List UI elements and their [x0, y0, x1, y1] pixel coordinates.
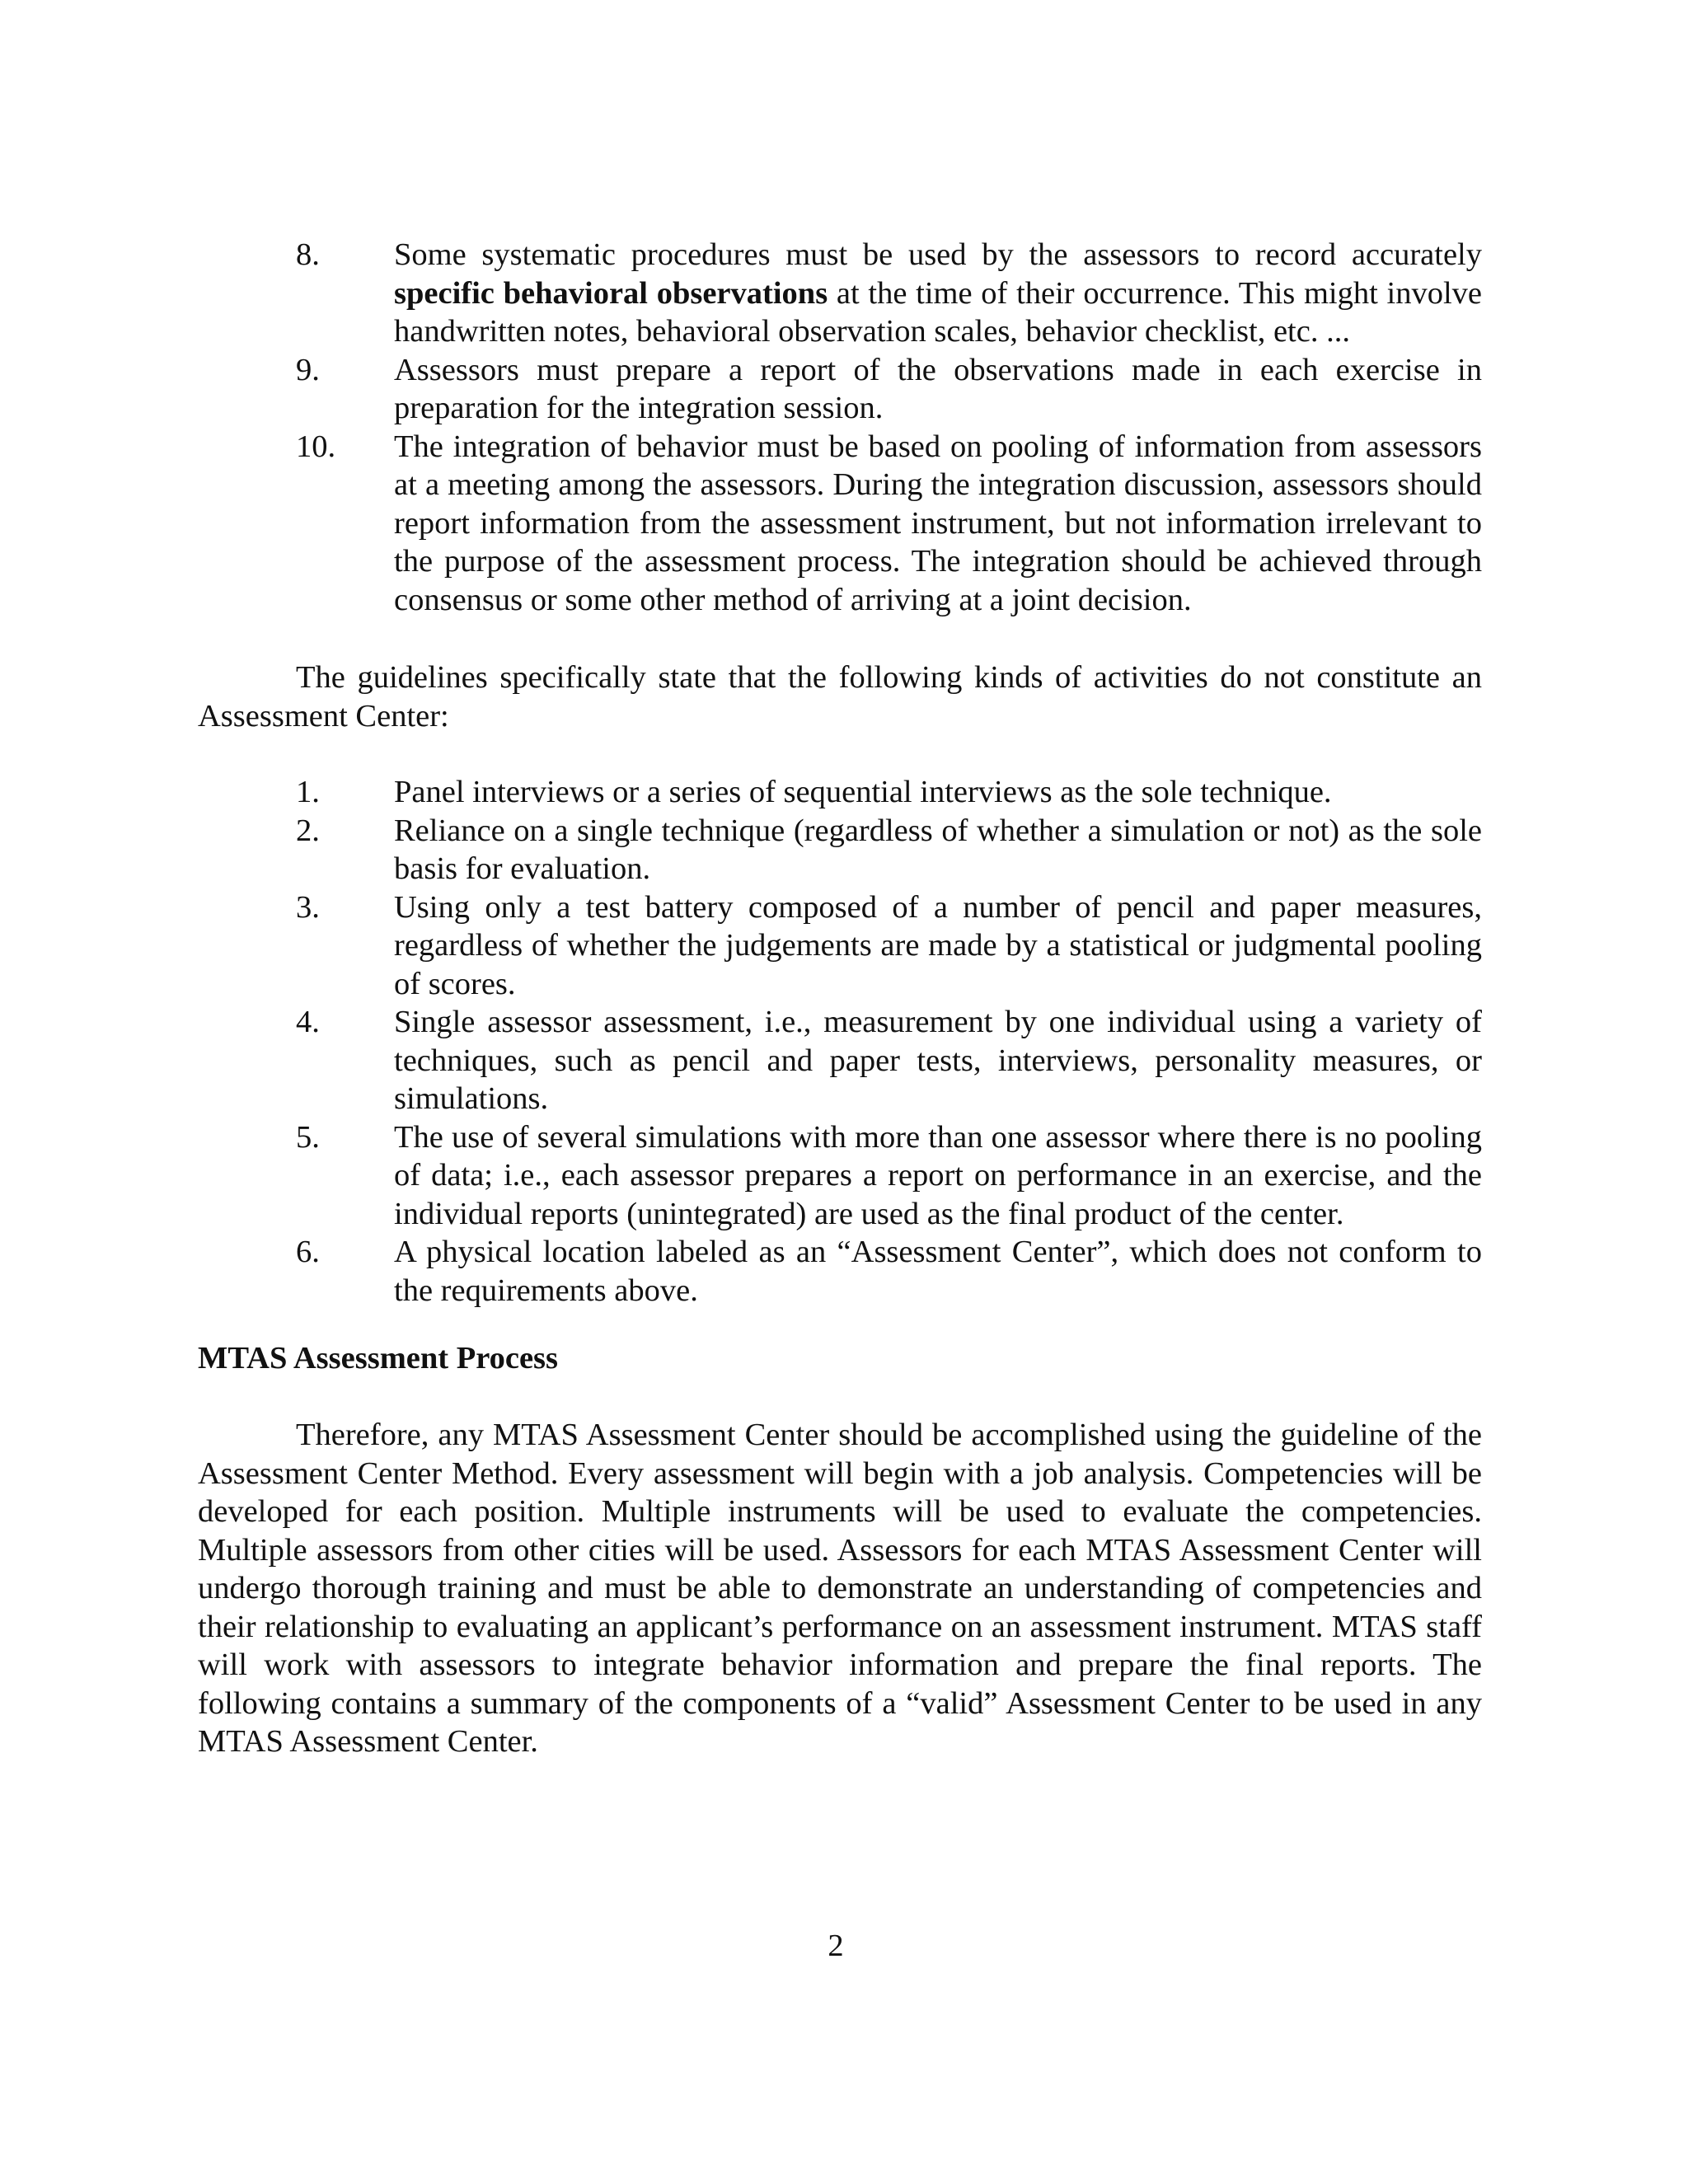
list-item	[0, 351, 1688, 428]
list-item-text: Single assessor assessment, i.e., measurement by one individual using a variety of techniques, such as pencil and paper tests, interviews, personality measures, or simulations.	[394, 1005, 1482, 1116]
list-item-number: 4.	[296, 1005, 320, 1039]
list-item	[0, 812, 1688, 888]
list-item	[0, 428, 1688, 620]
list-item	[0, 1233, 1688, 1310]
list-item-text: Assessors must prepare a report of the observations made in each exercise in preparation for the integration session.	[394, 352, 1482, 425]
list-item-number: 10.	[296, 429, 336, 464]
requirements-list	[0, 236, 1688, 619]
section-paragraph: Therefore, any MTAS Assessment Center should be accomplished using the guideline of the Assessment Center Method. Every assessment will begin with a job analysis. Competencies will be developed for each position. Multiple instruments will be used to evaluate the competencies. Multiple assessors from other cities will be used. Assessors for each MTAS Assessment Center will undergo thorough training and must be able to demonstrate an understanding of competencies and their relationship to evaluating an applicant’s performance on an assessment instrument. MTAS staff will work with assessors to integrate behavior information and prepare the final reports. The following contains a summary of the components of a “valid” Assessment Center to be used in any MTAS Assessment Center.	[198, 1418, 1482, 1759]
list-item-number: 5.	[296, 1119, 320, 1155]
list-item-text: Using only a test battery composed of a number of pencil and paper measures, regardless of whether the judgements are made by a statistical or judgmental pooling of scores.	[394, 889, 1482, 1001]
list-item-text: The integration of behavior must be based on pooling of information from assessors at a meeting among the assessors. During the integration discussion, assessors should report information from the assessment instrument, but not information irrelevant to the purpose of the assessment process. The integration should be achieved through consensus or some other method of arriving at a joint decision.	[394, 429, 1482, 617]
section-heading: MTAS Assessment Process	[198, 1341, 559, 1376]
list-item	[0, 773, 1688, 812]
list-item-number: 2.	[296, 813, 320, 848]
list-item-number: 3.	[296, 889, 320, 925]
list-item-text: A physical location labeled as an “Assessment Center”, which does not conform to the requirements above.	[394, 1235, 1482, 1308]
list-item-text: The use of several simulations with more than one assessor where there is no pooling of data; i.e., each assessor prepares a report on performance in an exercise, and the individual reports (unintegrated) are used as the final product of the center.	[394, 1119, 1482, 1231]
not-assessment-center-list	[0, 773, 1688, 1310]
list-item-text: Some systematic procedures must be used by the assessors to record accurately specific behavioral observations at the time of their occurrence. This might involve handwritten notes, behavioral observation scales, behavior checklist, etc. ...	[394, 237, 1483, 349]
guidelines-intro-paragraph: The guidelines specifically state that the following kinds of activities do not constitute an Assessment Center:	[198, 660, 1482, 733]
list-item-number: 6.	[296, 1235, 320, 1269]
list-item	[0, 1003, 1688, 1118]
list-item	[0, 1118, 1688, 1234]
list-item	[0, 888, 1688, 1004]
list-item-text: Panel interviews or a series of sequential interviews as the sole technique.	[394, 775, 1332, 809]
list-item-number: 8.	[296, 237, 320, 272]
list-item-text: Reliance on a single technique (regardless of whether a simulation or not) as the sole basis for evaluation.	[394, 813, 1482, 886]
list-item-number: 9.	[296, 352, 320, 387]
page-number: 2	[828, 1929, 844, 1963]
bold-phrase: specific behavioral observations	[394, 275, 828, 311]
list-item	[0, 236, 1688, 351]
list-item-number: 1.	[296, 775, 320, 809]
